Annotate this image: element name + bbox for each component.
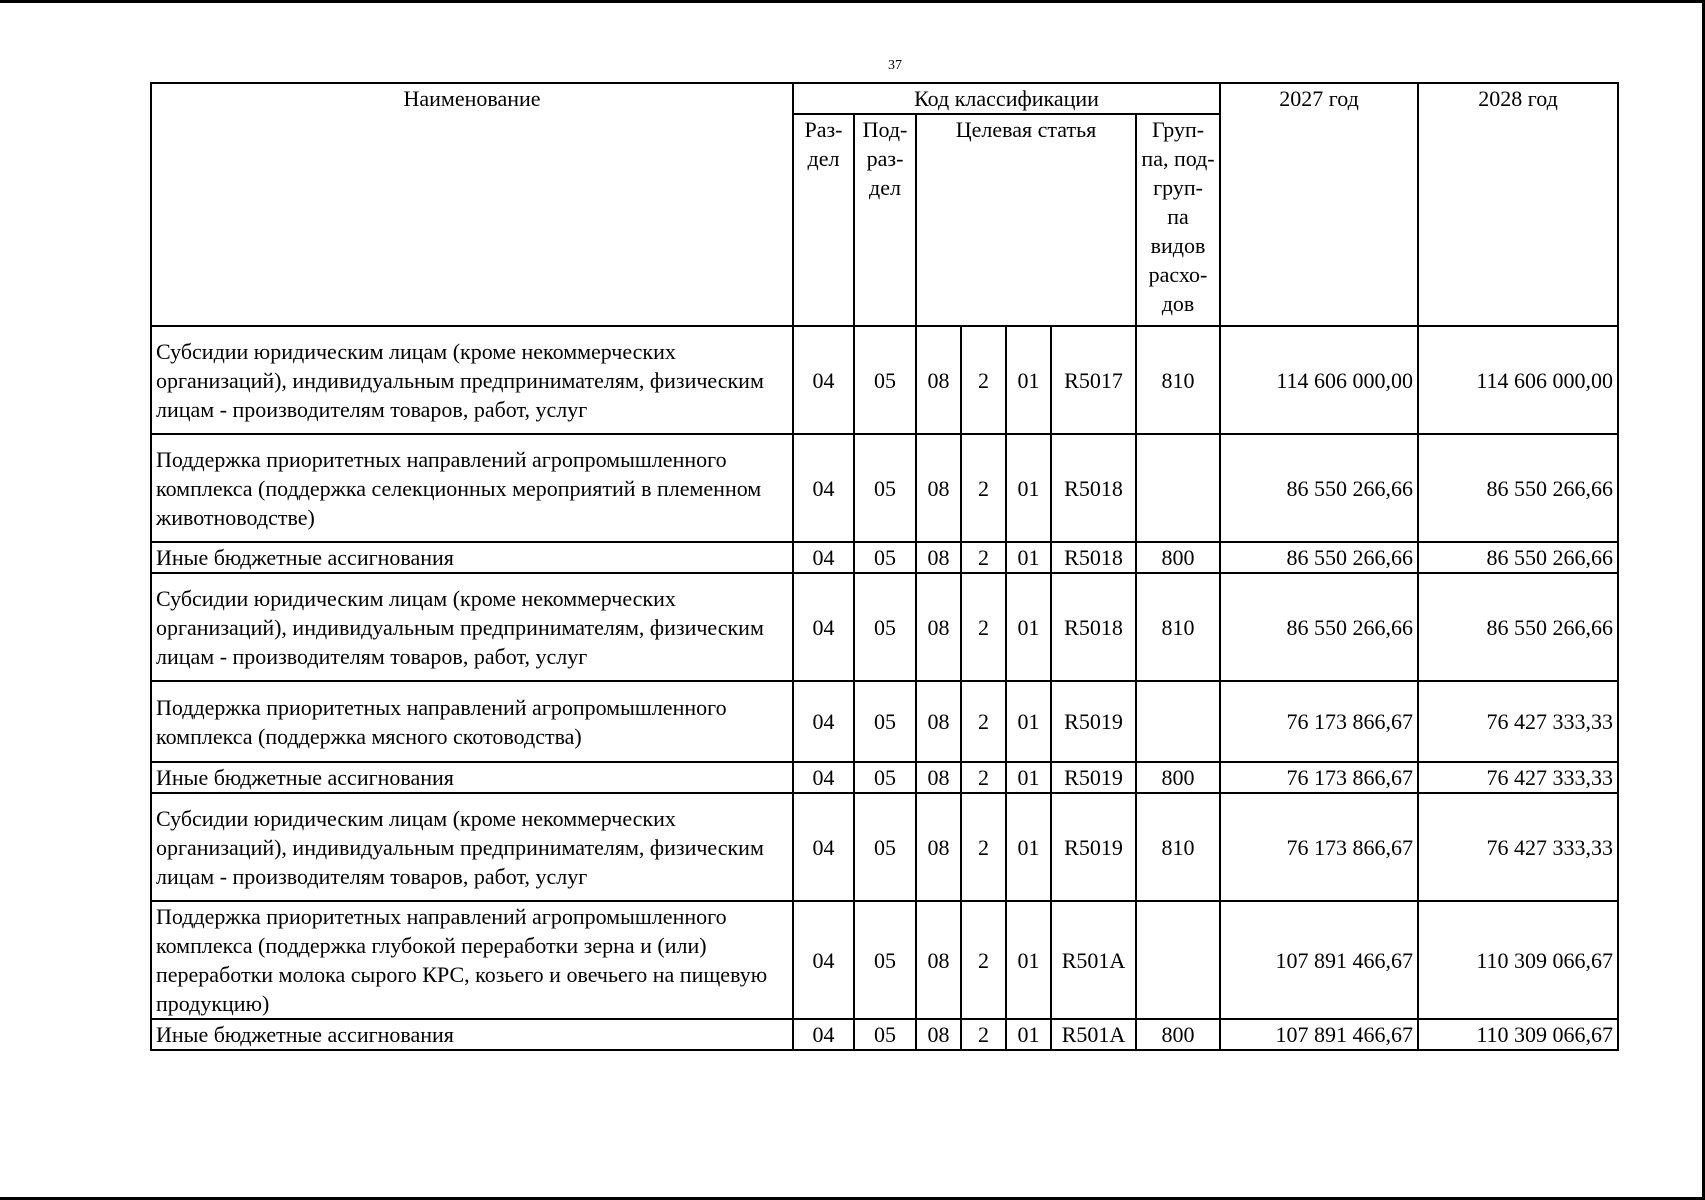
row-expense-group: 800 (1136, 1019, 1220, 1050)
row-target-article-program: 08 (916, 901, 961, 1019)
row-subsection: 05 (854, 793, 916, 901)
budget-table (150, 82, 1619, 1051)
row-amount-2027: 107 891 466,67 (1220, 1019, 1418, 1050)
row-amount-2028: 86 550 266,66 (1418, 542, 1618, 573)
row-name: Субсидии юридическим лицам (кроме некоммерческих организаций), индивидуальным предпринимателям, физическим лицам - производителям товаров, работ, услуг (151, 326, 793, 434)
row-target-article-subprogram: 01 (1006, 326, 1051, 434)
row-expense-group (1136, 434, 1220, 542)
page-number: 37 (888, 58, 902, 73)
row-name: Субсидии юридическим лицам (кроме некоммерческих организаций), индивидуальным предпринимателям, физическим лицам - производителям товаров, работ, услуг (151, 793, 793, 901)
row-subsection: 05 (854, 434, 916, 542)
row-expense-group: 800 (1136, 762, 1220, 793)
table-row (151, 681, 1618, 762)
row-amount-2028: 114 606 000,00 (1418, 326, 1618, 434)
row-amount-2027: 76 173 866,67 (1220, 762, 1418, 793)
row-target-article-type: 2 (961, 1019, 1006, 1050)
row-target-article-type: 2 (961, 326, 1006, 434)
row-name: Иные бюджетные ассигнования (151, 1019, 793, 1050)
row-subsection: 05 (854, 1019, 916, 1050)
row-section: 04 (793, 762, 854, 793)
table-row (151, 542, 1618, 573)
row-subsection: 05 (854, 762, 916, 793)
row-amount-2028: 86 550 266,66 (1418, 434, 1618, 542)
row-target-article-program: 08 (916, 793, 961, 901)
row-section: 04 (793, 1019, 854, 1050)
row-expense-group: 810 (1136, 793, 1220, 901)
row-amount-2028: 76 427 333,33 (1418, 793, 1618, 901)
row-amount-2027: 76 173 866,67 (1220, 681, 1418, 762)
table-row (151, 1019, 1618, 1050)
row-amount-2027: 107 891 466,67 (1220, 901, 1418, 1019)
row-amount-2028: 110 309 066,67 (1418, 1019, 1618, 1050)
row-amount-2028: 76 427 333,33 (1418, 681, 1618, 762)
row-section: 04 (793, 901, 854, 1019)
header-subsection: Под- раз- дел (854, 114, 916, 326)
row-target-article-subprogram: 01 (1006, 542, 1051, 573)
row-target-article-type: 2 (961, 573, 1006, 681)
row-expense-group (1136, 901, 1220, 1019)
row-expense-group (1136, 681, 1220, 762)
row-subsection: 05 (854, 901, 916, 1019)
row-target-article-direction: R5018 (1051, 434, 1136, 542)
row-expense-group: 810 (1136, 326, 1220, 434)
row-target-article-direction: R5019 (1051, 762, 1136, 793)
row-section: 04 (793, 542, 854, 573)
row-amount-2028: 110 309 066,67 (1418, 901, 1618, 1019)
row-target-article-direction: R5017 (1051, 326, 1136, 434)
row-subsection: 05 (854, 326, 916, 434)
row-name: Субсидии юридическим лицам (кроме некоммерческих организаций), индивидуальным предпринимателям, физическим лицам - производителям товаров, работ, услуг (151, 573, 793, 681)
row-target-article-program: 08 (916, 762, 961, 793)
header-target-article: Целевая статья (916, 114, 1136, 326)
row-target-article-program: 08 (916, 326, 961, 434)
table-body (151, 326, 1618, 1050)
row-target-article-type: 2 (961, 542, 1006, 573)
row-section: 04 (793, 573, 854, 681)
table-row (151, 573, 1618, 681)
row-expense-group: 810 (1136, 573, 1220, 681)
row-target-article-program: 08 (916, 542, 961, 573)
row-amount-2027: 86 550 266,66 (1220, 573, 1418, 681)
table-row (151, 793, 1618, 901)
row-section: 04 (793, 434, 854, 542)
row-amount-2028: 76 427 333,33 (1418, 762, 1618, 793)
row-name: Поддержка приоритетных направлений агропромышленного комплекса (поддержка мясного скотоводства) (151, 681, 793, 762)
row-target-article-direction: R5018 (1051, 542, 1136, 573)
header-year-2028: 2028 год (1418, 83, 1618, 326)
header-section: Раз- дел (793, 114, 854, 326)
table-row (151, 326, 1618, 434)
row-target-article-program: 08 (916, 681, 961, 762)
row-subsection: 05 (854, 542, 916, 573)
row-target-article-program: 08 (916, 1019, 961, 1050)
row-subsection: 05 (854, 681, 916, 762)
row-target-article-direction: R5018 (1051, 573, 1136, 681)
header-year-2027: 2027 год (1220, 83, 1418, 326)
row-target-article-program: 08 (916, 434, 961, 542)
row-amount-2027: 86 550 266,66 (1220, 434, 1418, 542)
row-expense-group: 800 (1136, 542, 1220, 573)
row-target-article-subprogram: 01 (1006, 793, 1051, 901)
row-section: 04 (793, 326, 854, 434)
row-target-article-type: 2 (961, 681, 1006, 762)
row-amount-2027: 114 606 000,00 (1220, 326, 1418, 434)
header-expense-group: Груп- па, под- груп- па видов расхо- дов (1136, 114, 1220, 326)
row-target-article-subprogram: 01 (1006, 573, 1051, 681)
row-target-article-direction: R5019 (1051, 681, 1136, 762)
row-name: Поддержка приоритетных направлений агропромышленного комплекса (поддержка глубокой переработки зерна и (или) переработки молока сырого КРС, козьего и овечьего на пищевую продукцию) (151, 901, 793, 1019)
row-amount-2028: 86 550 266,66 (1418, 573, 1618, 681)
header-classification-code: Код классификации (793, 83, 1220, 114)
row-target-article-type: 2 (961, 762, 1006, 793)
row-target-article-direction: R501A (1051, 1019, 1136, 1050)
table-row (151, 762, 1618, 793)
row-target-article-subprogram: 01 (1006, 1019, 1051, 1050)
row-target-article-direction: R5019 (1051, 793, 1136, 901)
row-subsection: 05 (854, 573, 916, 681)
row-name: Иные бюджетные ассигнования (151, 762, 793, 793)
row-name: Поддержка приоритетных направлений агропромышленного комплекса (поддержка селекционных мероприятий в племенном животноводстве) (151, 434, 793, 542)
table-row (151, 901, 1618, 1019)
row-target-article-type: 2 (961, 434, 1006, 542)
header-name: Наименование (151, 83, 793, 326)
row-name: Иные бюджетные ассигнования (151, 542, 793, 573)
row-section: 04 (793, 681, 854, 762)
row-section: 04 (793, 793, 854, 901)
row-target-article-type: 2 (961, 793, 1006, 901)
header-row-top (151, 83, 1618, 114)
row-target-article-subprogram: 01 (1006, 681, 1051, 762)
row-target-article-program: 08 (916, 573, 961, 681)
table-row (151, 434, 1618, 542)
row-target-article-subprogram: 01 (1006, 762, 1051, 793)
row-target-article-subprogram: 01 (1006, 901, 1051, 1019)
row-target-article-type: 2 (961, 901, 1006, 1019)
row-amount-2027: 76 173 866,67 (1220, 793, 1418, 901)
row-target-article-subprogram: 01 (1006, 434, 1051, 542)
row-target-article-direction: R501A (1051, 901, 1136, 1019)
row-amount-2027: 86 550 266,66 (1220, 542, 1418, 573)
